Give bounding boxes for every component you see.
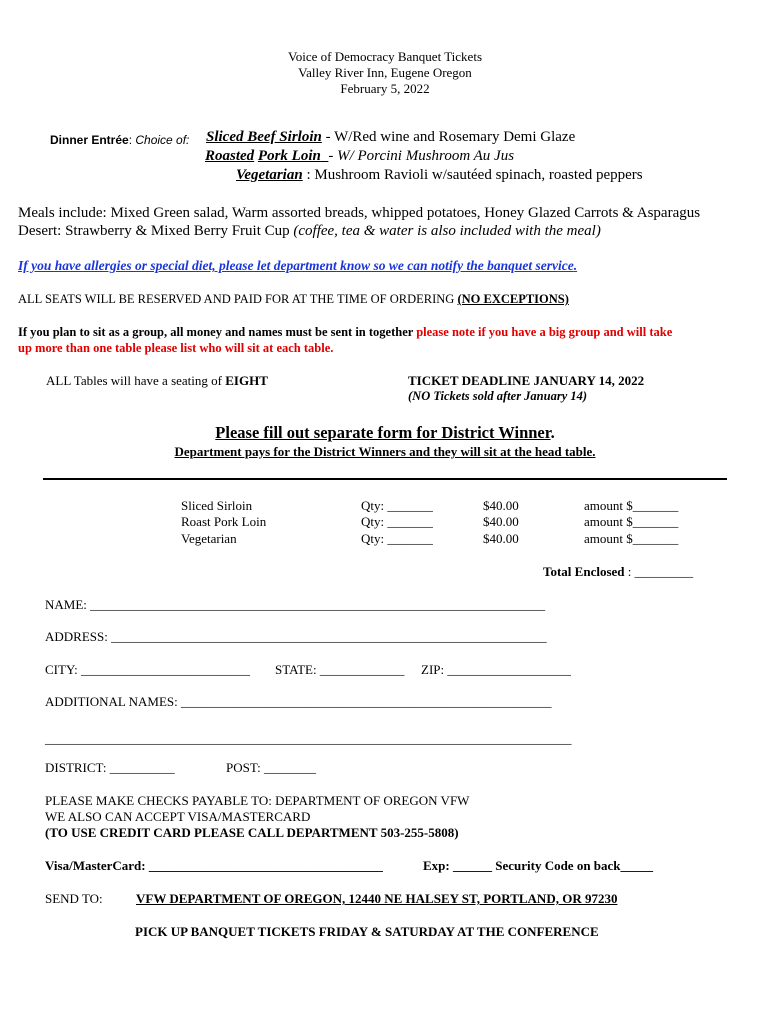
state-field[interactable]: STATE: _____________ <box>275 662 405 677</box>
amount-field[interactable]: amount $_______ <box>584 498 679 513</box>
doc-title: Voice of Democracy Banquet Tickets <box>288 49 482 64</box>
venue: Valley River Inn, Eugene Oregon <box>298 65 472 80</box>
dessert-line: Desert: Strawberry & Mixed Berry Fruit Cup (coffee, tea & water is also included with the meal) <box>18 223 601 239</box>
send-to-label: SEND TO: <box>45 891 103 906</box>
amount-field[interactable]: amount $_______ <box>584 531 679 546</box>
payment-checks: PLEASE MAKE CHECKS PAYABLE TO: DEPARTMENT OF OREGON VFW <box>45 793 470 808</box>
name-field[interactable]: NAME: ______________________________________________________________________ <box>45 597 546 612</box>
district-field[interactable]: DISTRICT: __________ <box>45 760 175 775</box>
order-item: Vegetarian <box>181 531 237 546</box>
district-winner-title: Please fill out separate form for District Winner. <box>215 423 555 442</box>
order-item: Roast Pork Loin <box>181 514 267 529</box>
district-winner-subtitle: Department pays for the District Winners and they will sit at the head table. <box>174 444 596 459</box>
payment-cards: WE ALSO CAN ACCEPT VISA/MASTERCARD <box>45 809 311 824</box>
card-number-field[interactable]: Visa/MasterCard: ____________________________________ <box>45 858 383 873</box>
order-price: $40.00 <box>483 498 519 513</box>
order-price: $40.00 <box>483 514 519 529</box>
meals-include: Meals include: Mixed Green salad, Warm assorted breads, whipped potatoes, Honey Glazed Carrots & Asparagus <box>18 205 701 221</box>
allergy-notice: If you have allergies or special diet, please let department know so we can notify the banquet service. <box>18 258 578 273</box>
card-exp-security-field[interactable]: Exp: ______ Security Code on back_____ <box>423 858 654 873</box>
additional-names-field[interactable]: ADDITIONAL NAMES: _________________________________________________________ <box>45 694 552 709</box>
menu-item-pork: Roasted Pork Loin - W/ Porcini Mushroom Au Jus <box>205 148 515 164</box>
ticket-deadline: TICKET DEADLINE JANUARY 14, 2022 <box>408 373 645 388</box>
menu-item-vegetarian: Vegetarian : Mushroom Ravioli w/sautéed spinach, roasted peppers <box>236 167 643 183</box>
group-note-line1: If you plan to sit as a group, all money and names must be sent in together please note if you have a big group and will take <box>18 325 673 339</box>
seating-note: ALL Tables will have a seating of EIGHT <box>46 373 268 388</box>
entree-label: Dinner Entrée <box>50 133 129 147</box>
reserved-notice: ALL SEATS WILL BE RESERVED AND PAID FOR AT THE TIME OF ORDERING (NO EXCEPTIONS) <box>18 292 569 306</box>
choice-of: Choice of: <box>135 133 190 147</box>
entree-label-line: Dinner Entrée: Choice of: <box>50 133 190 147</box>
total-enclosed[interactable]: Total Enclosed : _________ <box>543 564 694 579</box>
zip-field[interactable]: ZIP: ___________________ <box>421 662 571 677</box>
divider <box>43 478 727 480</box>
qty-field[interactable]: Qty: _______ <box>361 498 433 513</box>
send-to-address: VFW DEPARTMENT OF OREGON, 12440 NE HALSEY ST, PORTLAND, OR 97230 <box>136 891 618 906</box>
deadline-note: (NO Tickets sold after January 14) <box>408 389 588 403</box>
address-field[interactable]: ADDRESS: ___________________________________________________________________ <box>45 629 547 644</box>
qty-field[interactable]: Qty: _______ <box>361 514 433 529</box>
post-field[interactable]: POST: ________ <box>226 760 317 775</box>
event-date: February 5, 2022 <box>340 81 430 96</box>
pickup-note: PICK UP BANQUET TICKETS FRIDAY & SATURDAY AT THE CONFERENCE <box>135 924 599 939</box>
order-price: $40.00 <box>483 531 519 546</box>
order-item: Sliced Sirloin <box>181 498 253 513</box>
menu-item-sirloin: Sliced Beef Sirloin - W/Red wine and Rosemary Demi Glaze <box>206 129 576 145</box>
city-field[interactable]: CITY: __________________________ <box>45 662 250 677</box>
payment-phone: (TO USE CREDIT CARD PLEASE CALL DEPARTMENT 503-255-5808) <box>45 825 459 840</box>
amount-field[interactable]: amount $_______ <box>584 514 679 529</box>
group-note-line2: up more than one table please list who will sit at each table. <box>18 341 334 355</box>
qty-field[interactable]: Qty: _______ <box>361 531 433 546</box>
additional-names-line[interactable]: _________________________________________________________________________________ <box>45 731 572 746</box>
